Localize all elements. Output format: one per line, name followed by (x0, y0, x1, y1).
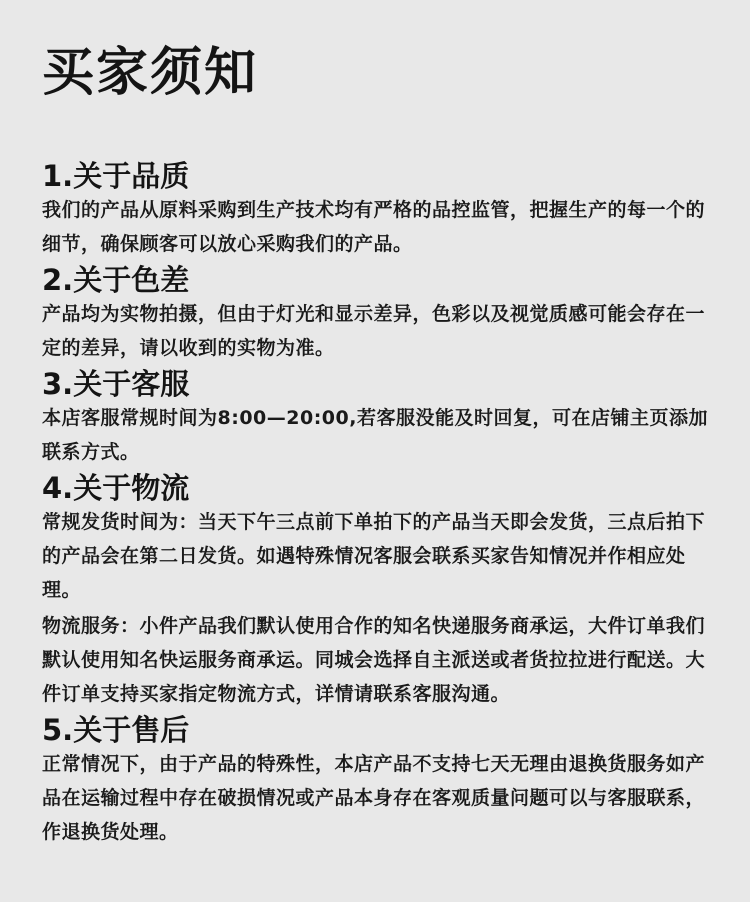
section-heading: 5.关于售后 (42, 713, 190, 747)
section-logistics (42, 471, 710, 711)
page-title: 买家须知 (42, 43, 259, 103)
section-paragraph: 常规发货时间为：当天下午三点前下单拍下的产品当天即会发货，三点后拍下的产品会在第二日发货。如遇特殊情况客服会联系买家告知情况并作相应处理。 (42, 511, 706, 601)
section-heading: 4.关于物流 (42, 471, 190, 505)
section-paragraph: 本店客服常规时间为8:00—20:00,若客服没能及时回复，可在店铺主页添加联系方式。 (42, 407, 708, 463)
section-paragraph: 物流服务：小件产品我们默认使用合作的知名快递服务商承运，大件订单我们默认使用知名快运服务商承运。同城会选择自主派送或者货拉拉进行配送。大件订单支持买家指定物流方式，详情请联系客服沟通。 (42, 615, 706, 705)
section-after-sales (42, 713, 710, 849)
section-paragraph: 产品均为实物拍摄，但由于灯光和显示差异，色彩以及视觉质感可能会存在一定的差异，请以收到的实物为准。 (42, 303, 706, 359)
section-heading: 2.关于色差 (42, 263, 190, 297)
section-customer-service (42, 367, 710, 469)
section-heading: 1.关于品质 (42, 159, 190, 193)
section-paragraph: 我们的产品从原料采购到生产技术均有严格的品控监管，把握生产的每一个的细节，确保顾客可以放心采购我们的产品。 (42, 199, 706, 255)
section-color-difference (42, 263, 710, 365)
section-quality (42, 159, 710, 261)
section-paragraph: 正常情况下，由于产品的特殊性，本店产品不支持七天无理由退换货服务如产品在运输过程中存在破损情况或产品本身存在客观质量问题可以与客服联系，作退换货处理。 (42, 753, 706, 843)
section-heading: 3.关于客服 (42, 367, 190, 401)
